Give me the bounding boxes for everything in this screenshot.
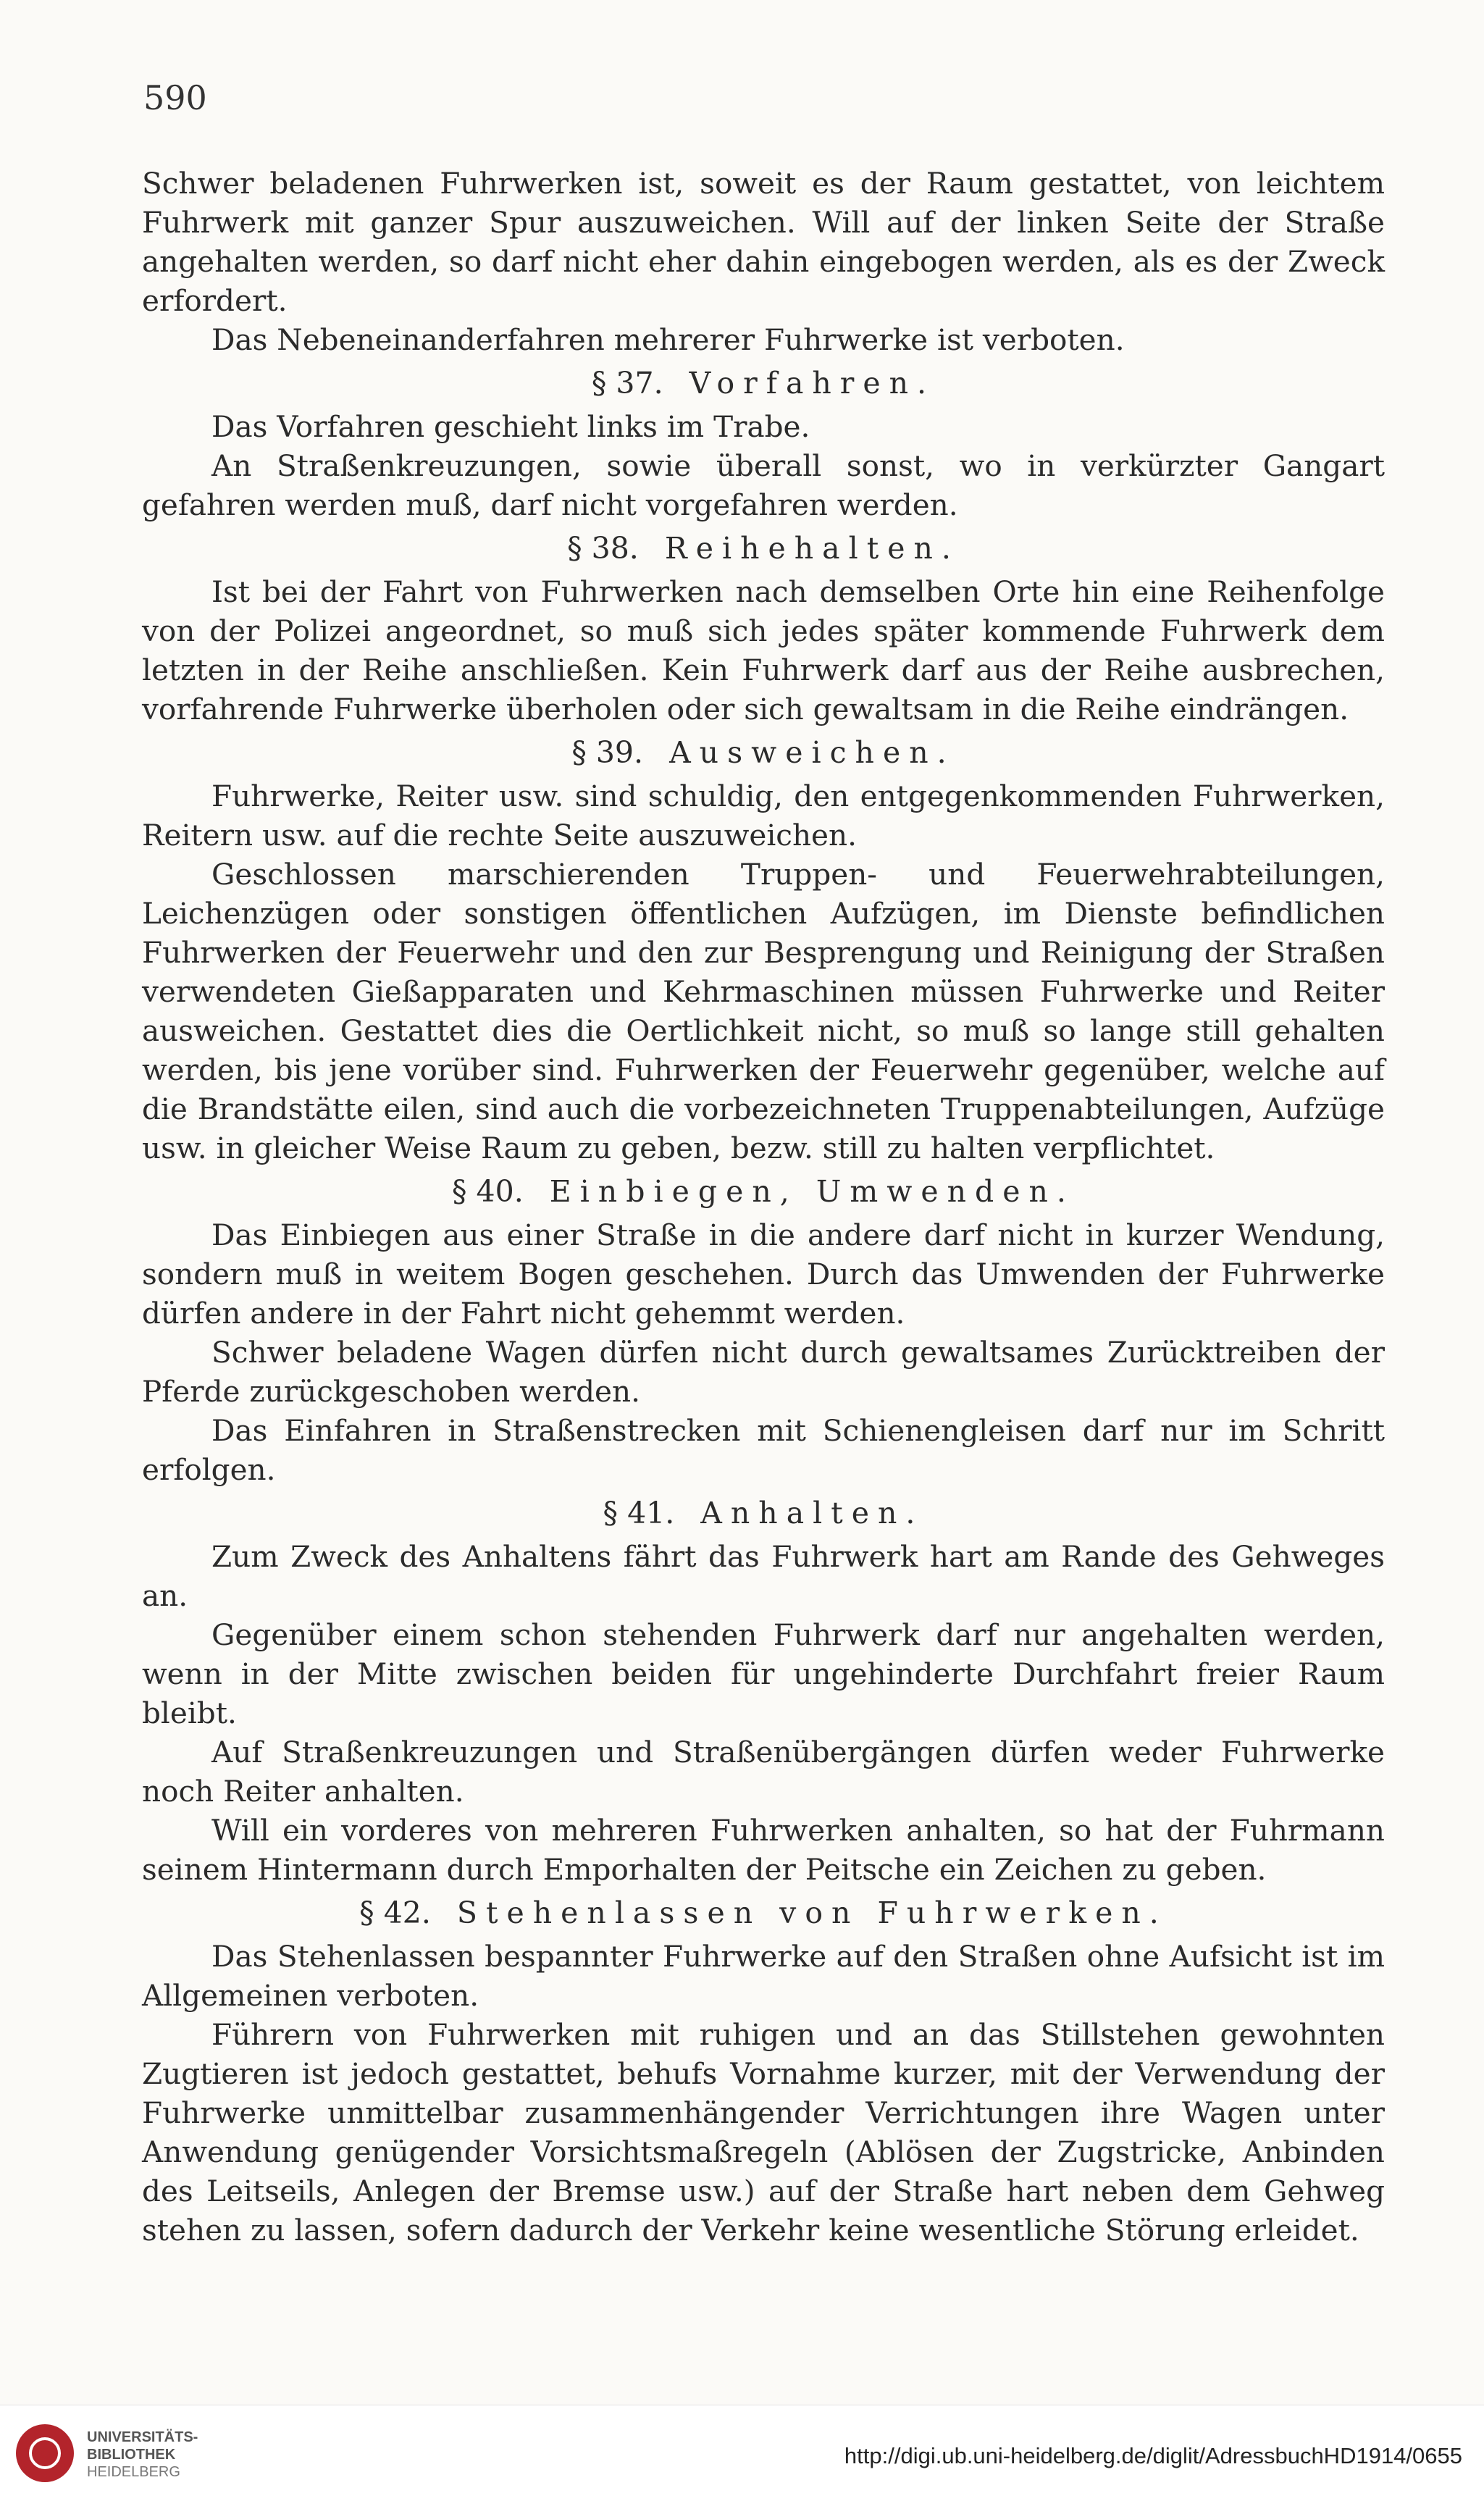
library-logo[interactable] [16, 2418, 226, 2491]
body-paragraph: Will ein vorderes von mehreren Fuhrwerken anhalten, so hat der Fuhrmann seinem Hintermann durch Emporhalten der Peitsche ein Zeichen zu geben. [142, 1813, 1385, 1887]
section-number: § 37. [591, 366, 663, 401]
logo-line: HEIDELBERG [87, 2464, 180, 2480]
body-paragraph: Schwer beladene Wagen dürfen nicht durch gewaltsames Zurücktreiben der Pferde zurückgeschoben werden. [142, 1335, 1385, 1409]
section-heading-40 [142, 1172, 1385, 1211]
section-title: Reihehalten. [664, 531, 960, 566]
body-paragraph: Fuhrwerke, Reiter usw. sind schuldig, den entgegenkommenden Fuhrwerken, Reitern usw. auf die rechte Seite auszuweichen. [142, 779, 1385, 852]
section-heading-38 [142, 529, 1385, 568]
document-body [142, 164, 1385, 2250]
section-number: § 40. [452, 1174, 524, 1209]
logo-line: UNIVERSITÄTS- [87, 2429, 198, 2445]
logo-line: BIBLIOTHEK [87, 2447, 176, 2463]
source-url-link[interactable]: http://digi.ub.uni-heidelberg.de/diglit/AdressbuchHD1914/0655 [844, 2443, 1462, 2468]
section-title: Stehenlassen von Fuhrwerken. [456, 1895, 1168, 1930]
body-paragraph: Das Einbiegen aus einer Straße in die andere darf nicht in kurzer Wendung, sondern muß in weitem Bogen geschehen. Durch das Umwenden der Fuhrwerke dürfen andere in der Fahrt nicht gehemmt werden. [142, 1218, 1385, 1331]
body-paragraph: Führern von Fuhrwerken mit ruhigen und an das Stillstehen gewohnten Zugtieren ist jedoch gestattet, behufs Vornahme kurzer, mit der Verwendung der Fuhrwerke unmittelbar zusammenhängender Verrichtungen ihre Wagen unter Anwendung genügender Vorsichtsmaßregeln (Ablösen der Zugstricke, Anbinden des Leitseils, Anlegen der Bremse usw.) auf der Straße hart neben dem Gehweg stehen zu lassen, sofern dadurch der Verkehr keine wesentliche Störung erleidet. [142, 2017, 1385, 2247]
section-number: § 42. [359, 1895, 431, 1930]
body-paragraph: Geschlossen marschierenden Truppen- und Feuerwehrabteilungen, Leichenzügen oder sonstigen öffentlichen Aufzügen, im Dienste befindlichen Fuhrwerken der Feuerwehr und den zur Besprengung und Reinigung der Straßen verwendeten Gießapparaten und Kehrmaschinen müssen Fuhrwerke und Reiter ausweichen. Gestattet dies die Oertlichkeit nicht, so muß so lange still gehalten werden, bis jene vorüber sind. Fuhrwerken der Feuerwehr gegenüber, welche auf die Brandstätte eilen, sind auch die vorbezeichneten Truppenabteilungen, Aufzüge usw. in gleicher Weise Raum zu geben, bezw. still zu halten verpflichtet. [142, 857, 1385, 1165]
section-number: § 39. [571, 735, 644, 770]
library-name [87, 2429, 232, 2481]
body-paragraph: Das Einfahren in Straßenstrecken mit Schienengleisen darf nur im Schritt erfolgen. [142, 1413, 1385, 1487]
page-number: 590 [143, 78, 207, 117]
university-seal-icon [16, 2424, 74, 2482]
viewer-footer [0, 2405, 1484, 2501]
section-number: § 41. [603, 1496, 675, 1530]
body-paragraph: Das Vorfahren geschieht links im Trabe. [211, 409, 810, 444]
body-paragraph: Das Stehenlassen bespannter Fuhrwerke auf den Straßen ohne Aufsicht ist im Allgemeinen verboten. [142, 1939, 1385, 2013]
section-heading-42 [142, 1893, 1385, 1932]
body-paragraph: Gegenüber einem schon stehenden Fuhrwerk darf nur angehalten werden, wenn in der Mitte zwischen beiden für ungehinderte Durchfahrt freier Raum bleibt. [142, 1617, 1385, 1730]
body-paragraph: Ist bei der Fahrt von Fuhrwerken nach demselben Orte hin eine Reihenfolge von der Polizei angeordnet, so muß sich jedes später kommende Fuhrwerk dem letzten in der Reihe anschließen. Kein Fuhrwerk darf aus der Reihe ausbrechen, vorfahrende Fuhrwerke überholen oder sich gewaltsam in die Reihe eindrängen. [142, 574, 1385, 726]
section-title: Ausweichen. [669, 735, 955, 770]
section-title: Anhalten. [700, 1496, 924, 1530]
body-paragraph: Auf Straßenkreuzungen und Straßenübergängen dürfen weder Fuhrwerke noch Reiter anhalten. [142, 1735, 1385, 1809]
body-paragraph: Zum Zweck des Anhaltens fährt das Fuhrwerk hart am Rande des Gehweges an. [142, 1539, 1385, 1613]
section-title: Vorfahren. [689, 366, 936, 401]
section-heading-41 [142, 1494, 1385, 1533]
section-heading-39 [142, 733, 1385, 772]
body-paragraph: An Straßenkreuzungen, sowie überall sonst, wo in verkürzter Gangart gefahren werden muß, darf nicht vorgefahren werden. [142, 448, 1385, 522]
section-title: Einbiegen, Umwenden. [549, 1174, 1075, 1209]
section-number: § 38. [567, 531, 639, 566]
section-heading-37 [142, 364, 1385, 403]
body-paragraph: Das Nebeneinanderfahren mehrerer Fuhrwerke ist verboten. [211, 322, 1125, 357]
body-paragraph: Schwer beladenen Fuhrwerken ist, soweit es der Raum gestattet, von leichtem Fuhrwerk mit ganzer Spur auszuweichen. Will auf der linken Seite der Straße angehalten werden, so darf nicht eher dahin eingebogen werden, als es der Zweck erfordert. [142, 166, 1385, 318]
